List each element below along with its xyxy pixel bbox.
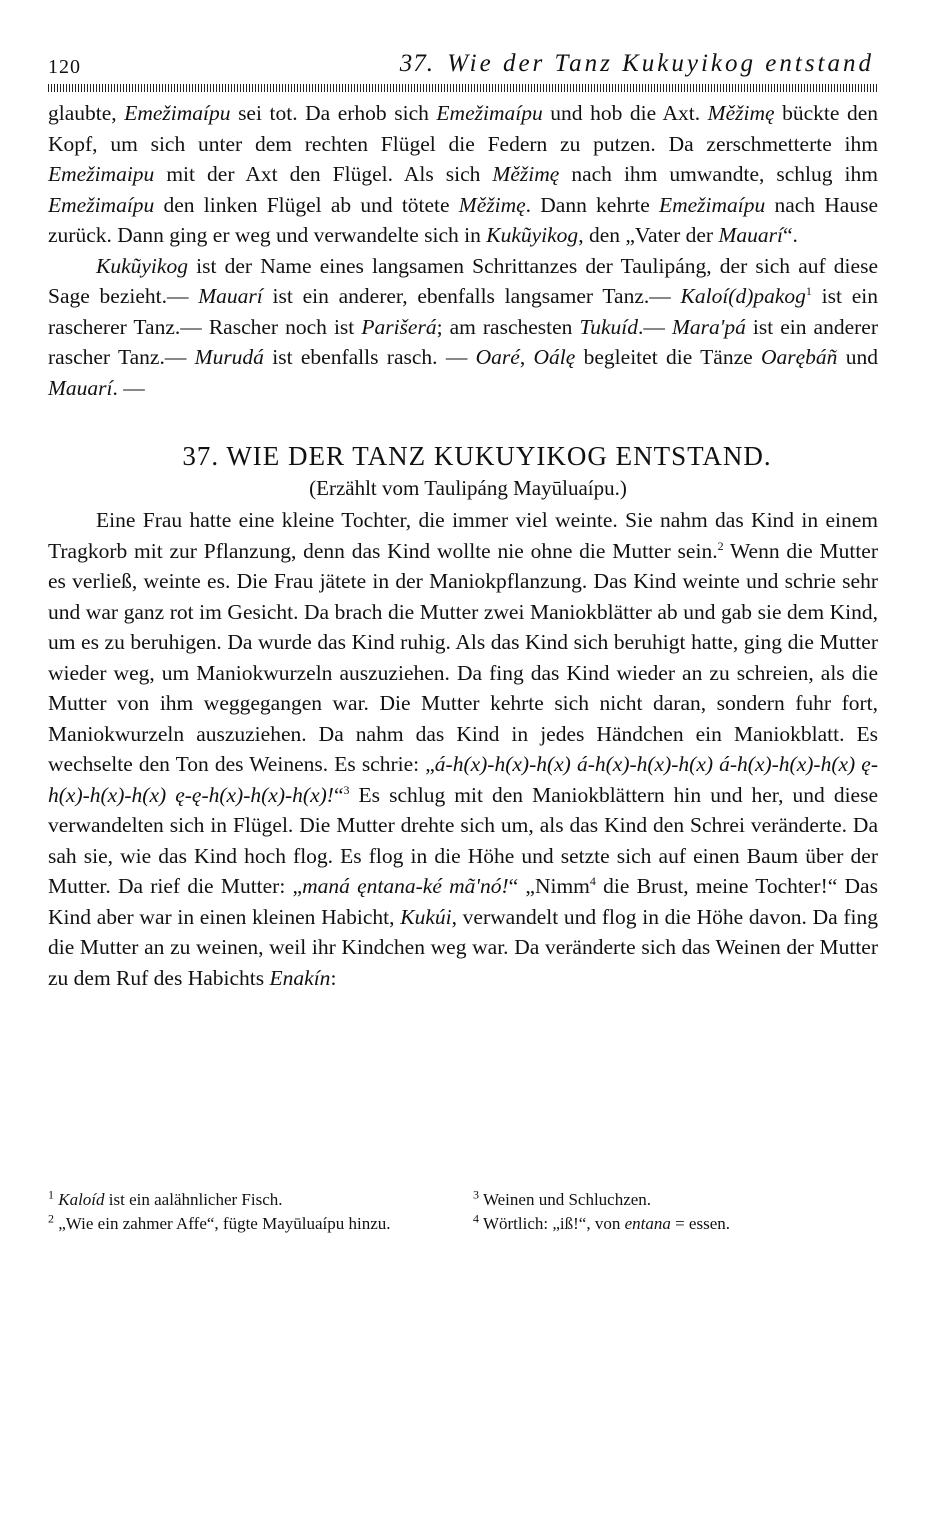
italic-term: Kaloíd: [58, 1190, 105, 1209]
italic-term: Měžimę: [492, 162, 560, 186]
footnote-3: $^3$ Weinen und Schluchzen.: [473, 1187, 652, 1209]
italic-term: Parišerá: [361, 314, 437, 339]
italic-term: maná ęntana-ké mã'nó!: [302, 874, 509, 898]
footnote-marker: 4: [473, 1211, 479, 1226]
italic-term: Emežimaípu: [436, 101, 543, 125]
italic-term: Emežimaípu: [124, 101, 231, 125]
footnotes-left-column: [48, 1188, 453, 1236]
footnote-marker: 3: [343, 782, 350, 797]
italic-term: entana: [624, 1214, 671, 1233]
section-subtitle: (Erzählt vom Taulipáng Mayūluaípu.): [309, 476, 627, 500]
italic-term: Měžimę: [458, 192, 526, 217]
story-paragraph: Eine Frau hatte eine kleine Tochter, die immer viel weinte. Sie nahm das Kind in einem Tragkorb mit zur Pflanzung, denn das Kind wollte nie ohne die Mutter sein.$^2$ Wenn die Mutter es verließ, weinte es. Die Frau jätete in der Maniokpflanzung. Das Kind weinte und schrie sehr und war ganz rot im Gesicht. Da brach die Mutter zwei Maniokblätter ab und gab sie dem Kind, um es zu beruhigen. Da wurde das Kind ruhig. Als das Kind sich beruhigt hatte, ging die Mutter wieder weg, um Maniokwurzeln auszuziehen. Da fing das Kind wieder an zu schreien, als die Mutter von ihm weggegangen war. Die Mutter kehrte sich nicht daran, sondern fuhr fort, Maniokwurzeln auszuziehen. Da nahm das Kind in jedes Händchen ein Maniokblatt. Es wechselte den Ton des Weinens. Es schrie: „á-h(x)-h(x)-h(x) á-h(x)-h(x)-h(x) á-h(x)-h(x)-h(x) ę-h(x)-h(x)-h(x) ę-ę-h(x)-h(x)-h(x)!“$^3$ Es schlug mit den Maniokblättern hin und her, und diese verwandelten sich in Flügel. Die Mutter drehte sich um, als das Kind den Schrei veränderte. Da sah sie, wie das Kind hoch flog. Es flog in die Höhe und setzte sich auf einen Baum über der Mutter. Da rief die Mutter: „maná ęntana-ké mã'nó!“ „Nimm$^4$ die Brust, meine Tochter!“ Das Kind aber war in einen kleinen Habicht, Kukúi, verwandelt und flog in die Höhe davon. Da fing die Mutter an zu weinen, weil ihr Kindchen weg war. Da veränderte sich das Weinen der Mutter zu dem Ruf des Habichts Enakín:: [48, 508, 878, 990]
footnotes-right-column: [473, 1188, 878, 1236]
italic-term: Kukũyikog: [486, 223, 579, 247]
italic-term: Oaré: [475, 345, 520, 369]
footnote-1: $^1$ Kaloíd ist ein aalähnlicher Fisch.: [48, 1187, 283, 1209]
footnote-4: $^4$ Wörtlich: „iß!“, von entana = essen.: [473, 1211, 731, 1233]
italic-term: Kukúi: [400, 904, 452, 929]
italic-term: Tukuíd: [579, 314, 639, 339]
section-title: 37. WIE DER TANZ KUKUYIKOG ENTSTAND.: [182, 441, 772, 471]
paragraph-dance-names: Kukũyikog ist der Name eines langsamen Schrittanzes der Taulipáng, der sich auf diese Sage bezieht.— Mauarí ist ein anderer, ebenfalls langsamer Tanz.— Kaloí(d)pakog$^1$ ist ein rascherer Tanz.— Rascher noch ist Parišerá; am raschesten Tukuíd.— Mara'pá ist ein anderer rascher Tanz.— Murudá ist ebenfalls rasch. — Oaré, Oálę begleitet die Tänze Oarębáñ und Mauarí. —: [48, 253, 878, 400]
story-text: [48, 505, 878, 993]
running-head: [48, 50, 878, 82]
italic-term: Emežimaípu: [658, 192, 766, 217]
running-title-number: 37.: [399, 50, 434, 77]
italic-term: Kukũyikog: [96, 253, 188, 278]
italic-term: Oálę: [533, 345, 576, 369]
italic-term: Emežimaipu: [48, 162, 155, 186]
running-title: [400, 50, 874, 78]
previous-story-text: [48, 98, 878, 403]
page-number: 120: [48, 56, 81, 78]
header-rule: [48, 84, 878, 92]
footnote-marker: 4: [589, 873, 596, 888]
italic-term: á-h(x)-h(x)-h(x) á-h(x)-h(x)-h(x) á-h(x)-h(x)-h(x) ę-h(x)-h(x)-h(x) ę-ę-h(x)-h(x)-h(x)!: [48, 752, 878, 807]
footnote-marker: 2: [48, 1211, 54, 1226]
book-page: [48, 50, 878, 993]
footnote-2: $^2$ „Wie ein zahmer Affe“, fügte Mayūluaípu hinzu.: [48, 1211, 391, 1233]
paragraph-continued: glaubte, Emežimaípu sei tot. Da erhob sich Emežimaípu und hob die Axt. Měžimę bückte den Kopf, um sich unter dem rechten Flügel die Federn zu putzen. Da zerschmetterte ihm Emežimaipu mit der Axt den Flügel. Als sich Měžimę nach ihm umwandte, schlug ihm Emežimaípu den linken Flügel ab und tötete Měžimę. Dann kehrte Emežimaípu nach Hause zurück. Dann ging er weg und verwandelte sich in Kukũyikog, den „Vater der Mauarí“.: [48, 101, 878, 247]
italic-term: Mauarí: [718, 223, 783, 247]
italic-term: Mara'pá: [671, 314, 746, 339]
footnote-marker: 1: [805, 283, 812, 298]
italic-term: Mauarí: [48, 375, 113, 400]
italic-term: Enakín: [269, 965, 331, 990]
footnote-marker: 3: [473, 1187, 479, 1202]
footnote-marker: 1: [48, 1187, 54, 1202]
running-title-text: Wie der Tanz Kukuyikog entstand: [447, 50, 874, 77]
italic-term: Kaloí(d)pakog: [680, 284, 806, 308]
italic-term: Emežimaípu: [48, 192, 155, 217]
italic-term: Oarębáñ: [761, 345, 838, 369]
italic-term: Měžimę: [707, 101, 775, 125]
italic-term: Murudá: [194, 345, 264, 369]
footnotes: [48, 1188, 878, 1236]
footnote-marker: 2: [717, 538, 724, 553]
italic-term: Mauarí: [198, 284, 263, 308]
